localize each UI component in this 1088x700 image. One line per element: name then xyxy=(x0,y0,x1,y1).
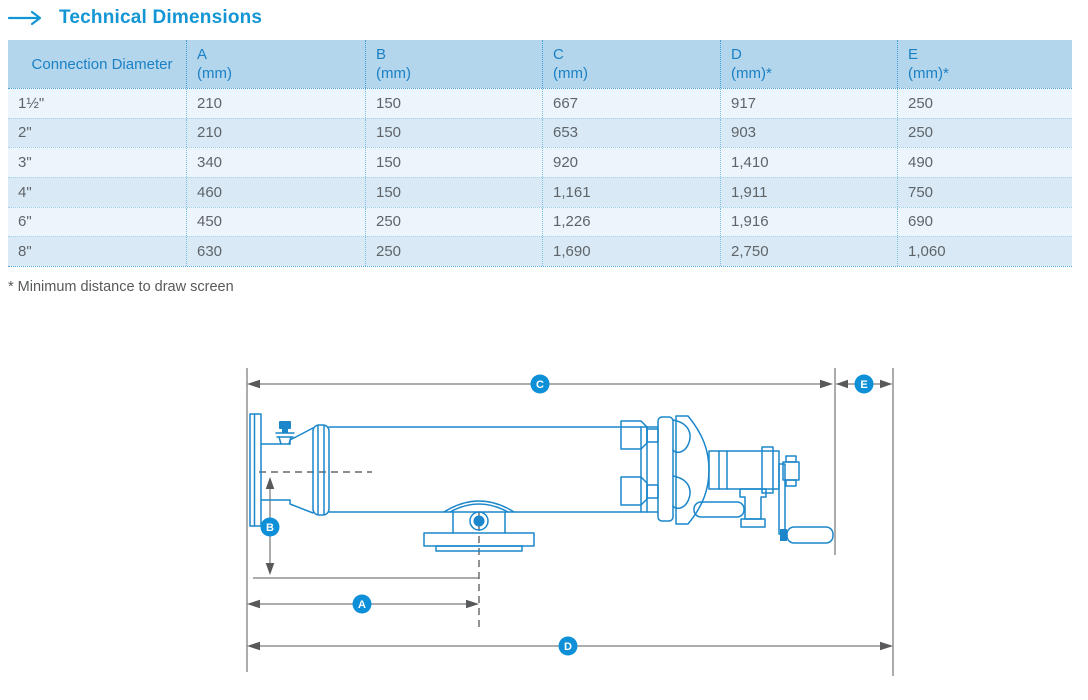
page-title: Technical Dimensions xyxy=(59,7,263,28)
table-cell: 4" xyxy=(18,183,32,201)
table-cell: 250 xyxy=(365,237,542,266)
header-label: C xyxy=(553,46,564,63)
dimension-arrowheads xyxy=(247,380,893,651)
table-cell: 450 xyxy=(186,208,365,237)
label-c-text: C xyxy=(536,379,544,391)
label-b-badge xyxy=(261,518,280,537)
table-cell: 1,690 xyxy=(542,237,720,266)
dimension-labels xyxy=(261,375,874,656)
table-cell: 340 xyxy=(186,148,365,177)
label-b-text: B xyxy=(266,522,274,534)
table-cell: 1,410 xyxy=(720,148,897,177)
table-cell: 1,911 xyxy=(720,178,897,207)
header-unit: (mm) xyxy=(553,65,588,82)
table-cell: 1,916 xyxy=(720,208,897,237)
table-cell: 1,226 xyxy=(542,208,720,237)
label-a-text: A xyxy=(358,599,366,611)
clamp-bolt-bottom xyxy=(621,477,647,505)
table-cell: 210 xyxy=(186,89,365,118)
header-label: Connection Diameter xyxy=(31,55,173,73)
table-cell: 250 xyxy=(897,89,1072,118)
header-label: A xyxy=(197,46,208,63)
table-cell: 250 xyxy=(365,208,542,237)
clamp-band xyxy=(658,417,673,521)
header-unit: (mm)* xyxy=(731,65,772,82)
crank-handle xyxy=(787,527,833,543)
table-cell: 150 xyxy=(365,148,542,177)
dimension-lines xyxy=(247,368,893,676)
table-cell: 2" xyxy=(18,124,32,142)
label-e-badge xyxy=(855,375,874,394)
label-e-text: E xyxy=(860,379,868,391)
header-label: D xyxy=(731,46,742,63)
filter-device-outline xyxy=(250,414,833,551)
label-c-badge xyxy=(531,375,550,394)
table-cell: 150 xyxy=(365,178,542,207)
table-cell: 750 xyxy=(897,178,1072,207)
table-cell: 6" xyxy=(18,213,32,231)
table-cell: 920 xyxy=(542,148,720,177)
header-unit: (mm)* xyxy=(908,65,949,82)
inlet-flange xyxy=(250,414,261,526)
table-cell: 1,161 xyxy=(542,178,720,207)
table-cell: 460 xyxy=(186,178,365,207)
label-d-badge xyxy=(559,637,578,656)
table-cell: 653 xyxy=(542,119,720,148)
table-cell: 490 xyxy=(897,148,1072,177)
table-cell: 1,060 xyxy=(897,237,1072,266)
table-cell: 1½" xyxy=(18,94,45,112)
table-cell: 250 xyxy=(897,119,1072,148)
clamp-bolt-top xyxy=(621,421,647,449)
label-d-text: D xyxy=(564,641,572,653)
header-label: B xyxy=(376,46,387,63)
table-cell: 903 xyxy=(720,119,897,148)
table-cell: 150 xyxy=(365,119,542,148)
crank-arm xyxy=(779,464,785,534)
table-cell: 917 xyxy=(720,89,897,118)
label-a-badge xyxy=(353,595,372,614)
table-cell: 8" xyxy=(18,243,32,261)
device-filled-details xyxy=(279,421,787,541)
footnote: * Minimum distance to draw screen xyxy=(8,279,234,295)
table-cell: 690 xyxy=(897,208,1072,237)
table-cell: 630 xyxy=(186,237,365,266)
table-cell: 3" xyxy=(18,154,32,172)
header-unit: (mm) xyxy=(197,65,232,82)
table-cell: 150 xyxy=(365,89,542,118)
table-cell: 2,750 xyxy=(720,237,897,266)
table-cell: 667 xyxy=(542,89,720,118)
header-unit: (mm) xyxy=(376,65,411,82)
header-label: E xyxy=(908,46,919,63)
table-cell: 210 xyxy=(186,119,365,148)
